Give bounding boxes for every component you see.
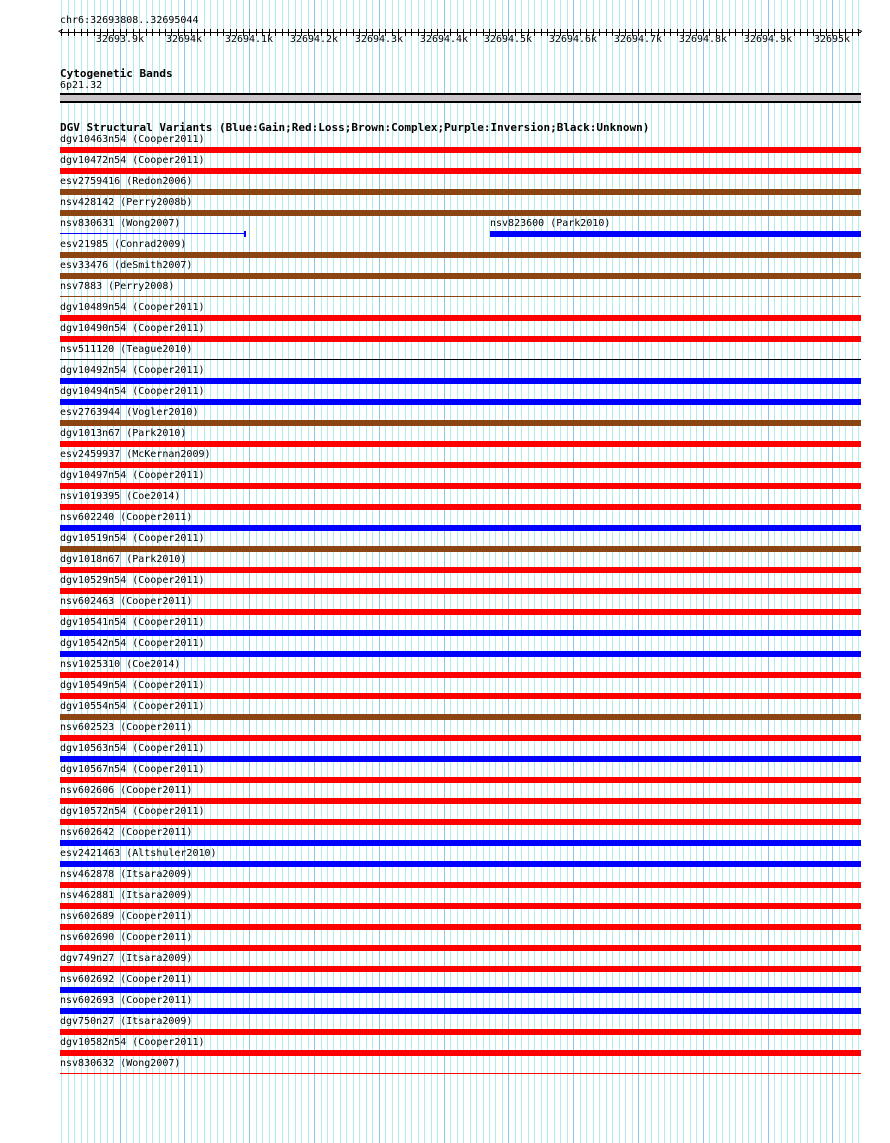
feature-label[interactable]: nsv462878 (Itsara2009): [60, 869, 193, 880]
ruler-tick: [729, 29, 730, 36]
ruler-tick: [470, 29, 471, 36]
feature-loss-bar[interactable]: [60, 672, 861, 678]
feature-loss-bar[interactable]: [60, 903, 861, 909]
feature-gain-bar[interactable]: [60, 861, 861, 867]
ruler-tick: [74, 29, 75, 36]
feature-label[interactable]: nsv1025310 (Coe2014): [60, 659, 181, 670]
feature-loss-bar[interactable]: [60, 609, 861, 615]
ruler-tick: [217, 29, 218, 36]
feature-complex-bar[interactable]: [60, 296, 861, 297]
feature-label[interactable]: nsv602690 (Cooper2011): [60, 932, 193, 943]
ruler-tick: [547, 29, 548, 36]
feature-gain-bar[interactable]: [60, 987, 861, 993]
feature-gain-bar[interactable]: [490, 231, 861, 237]
feature-gain-bar[interactable]: [60, 378, 861, 384]
ruler-tick-label: 32694.8k: [678, 34, 728, 45]
feature-label[interactable]: dgv10492n54 (Cooper2011): [60, 365, 205, 376]
ruler-tick: [800, 29, 801, 36]
feature-loss-bar[interactable]: [60, 777, 861, 783]
ruler-tick: [87, 29, 88, 36]
feature-label[interactable]: dgv1018n67 (Park2010): [60, 554, 187, 565]
feature-label[interactable]: dgv10572n54 (Cooper2011): [60, 806, 205, 817]
feature-label[interactable]: esv2459937 (McKernan2009): [60, 449, 211, 460]
feature-loss-bar[interactable]: [60, 567, 861, 573]
feature-label[interactable]: dgv10494n54 (Cooper2011): [60, 386, 205, 397]
feature-label[interactable]: dgv10472n54 (Cooper2011): [60, 155, 205, 166]
ruler-tick-label: 32694.4k: [419, 34, 469, 45]
cytogenetic-track-title: Cytogenetic Bands: [60, 67, 173, 80]
feature-label[interactable]: nsv428142 (Perry2008b): [60, 197, 193, 208]
feature-label[interactable]: nsv602693 (Cooper2011): [60, 995, 193, 1006]
feature-gain-bar[interactable]: [60, 399, 861, 405]
feature-label[interactable]: dgv10541n54 (Cooper2011): [60, 617, 205, 628]
feature-label[interactable]: nsv511120 (Teague2010): [60, 344, 193, 355]
feature-label[interactable]: dgv10563n54 (Cooper2011): [60, 743, 205, 754]
feature-label[interactable]: nsv602606 (Cooper2011): [60, 785, 193, 796]
feature-loss-bar[interactable]: [60, 588, 861, 594]
feature-label[interactable]: nsv462881 (Itsara2009): [60, 890, 193, 901]
feature-label[interactable]: dgv10497n54 (Cooper2011): [60, 470, 205, 481]
feature-loss-bar[interactable]: [60, 147, 861, 153]
feature-loss-bar[interactable]: [60, 504, 861, 510]
ruler-tick: [742, 29, 743, 36]
feature-label[interactable]: nsv602463 (Cooper2011): [60, 596, 193, 607]
feature-label[interactable]: dgv10529n54 (Cooper2011): [60, 575, 205, 586]
feature-loss-bar[interactable]: [60, 441, 861, 447]
ruler-tick: [146, 29, 147, 36]
ruler-tick: [81, 29, 82, 36]
feature-complex-bar[interactable]: [60, 273, 861, 279]
feature-gain-bar[interactable]: [60, 651, 861, 657]
ruler-tick: [411, 29, 412, 36]
feature-loss-bar[interactable]: [60, 1029, 861, 1035]
ruler-tick: [852, 29, 853, 36]
ruler-tick: [476, 29, 477, 36]
feature-label[interactable]: nsv830631 (Wong2007): [60, 218, 181, 229]
dgv-track-title: DGV Structural Variants (Blue:Gain;Red:Loss;Brown:Complex;Purple:Inversion;Black:Unknown): [60, 121, 650, 134]
feature-loss-bar[interactable]: [60, 315, 861, 321]
feature-loss-bar[interactable]: [60, 336, 861, 342]
feature-label[interactable]: dgv10554n54 (Cooper2011): [60, 701, 205, 712]
ruler-tick-label: 32694.6k: [548, 34, 598, 45]
ruler-tick: [159, 29, 160, 36]
feature-loss-bar[interactable]: [60, 483, 861, 489]
ruler-tick: [664, 29, 665, 36]
feature-label[interactable]: dgv10582n54 (Cooper2011): [60, 1037, 205, 1048]
ruler-tick-label: 32694k: [165, 34, 203, 45]
ruler-tick-label: 32694.9k: [743, 34, 793, 45]
cytogenetic-band-label: 6p21.32: [60, 80, 103, 91]
feature-gain-bar[interactable]: [60, 630, 861, 636]
ruler-tick-label: 32694.2k: [289, 34, 339, 45]
feature-label[interactable]: dgv749n27 (Itsara2009): [60, 953, 193, 964]
ruler-tick: [340, 29, 341, 36]
feature-loss-bar[interactable]: [60, 735, 861, 741]
feature-label[interactable]: nsv7883 (Perry2008): [60, 281, 175, 292]
ruler-tick: [606, 29, 607, 36]
ruler-tick: [807, 29, 808, 36]
ruler-tick: [68, 29, 69, 36]
ruler-tick-label: 32694.7k: [613, 34, 663, 45]
feature-label[interactable]: nsv602692 (Cooper2011): [60, 974, 193, 985]
ruler-tick: [282, 29, 283, 36]
feature-complex-bar[interactable]: [60, 420, 861, 426]
feature-label[interactable]: dgv10489n54 (Cooper2011): [60, 302, 205, 313]
feature-loss-bar[interactable]: [60, 798, 861, 804]
feature-loss-bar[interactable]: [60, 1050, 861, 1056]
cytogenetic-band[interactable]: [60, 93, 861, 103]
feature-label[interactable]: dgv750n27 (Itsara2009): [60, 1016, 193, 1027]
ruler-tick: [288, 29, 289, 36]
ruler-tick-label: 32694.5k: [483, 34, 533, 45]
ruler-tick: [204, 29, 205, 36]
ruler-axis: [60, 32, 861, 33]
ruler-tick: [346, 29, 347, 36]
ruler-tick-label: 32695k: [813, 34, 851, 45]
feature-loss-bar[interactable]: [60, 693, 861, 699]
feature-label[interactable]: nsv823600 (Park2010): [490, 218, 611, 229]
feature-loss-bar[interactable]: [60, 819, 861, 825]
ruler-tick-label: 32693.9k: [95, 34, 145, 45]
feature-complex-bar[interactable]: [60, 714, 861, 720]
feature-label[interactable]: nsv602689 (Cooper2011): [60, 911, 193, 922]
feature-gain-bar[interactable]: [60, 1008, 861, 1014]
ruler-tick: [94, 29, 95, 36]
feature-loss-bar[interactable]: [60, 924, 861, 930]
ruler-tick: [670, 29, 671, 36]
ruler-tick: [534, 29, 535, 36]
feature-complex-bar[interactable]: [60, 189, 861, 195]
ruler-tick: [794, 29, 795, 36]
feature-gain-bar[interactable]: [60, 525, 861, 531]
feature-label[interactable]: dgv10463n54 (Cooper2011): [60, 134, 205, 145]
feature-loss-bar[interactable]: [60, 882, 861, 888]
feature-label[interactable]: dgv10490n54 (Cooper2011): [60, 323, 205, 334]
feature-loss-bar[interactable]: [60, 462, 861, 468]
feature-label[interactable]: esv2421463 (Altshuler2010): [60, 848, 217, 859]
feature-loss-bar[interactable]: [60, 168, 861, 174]
feature-label[interactable]: dgv10519n54 (Cooper2011): [60, 533, 205, 544]
feature-label[interactable]: esv2759416 (Redon2006): [60, 176, 193, 187]
ruler-tick: [541, 29, 542, 36]
feature-label[interactable]: dgv10549n54 (Cooper2011): [60, 680, 205, 691]
ruler-tick: [210, 29, 211, 36]
ruler-tick: [418, 29, 419, 36]
ruler-right-arrow-icon[interactable]: >: [857, 27, 863, 37]
ruler-tick: [223, 29, 224, 36]
feature-label[interactable]: nsv1019395 (Coe2014): [60, 491, 181, 502]
feature-label[interactable]: dgv10567n54 (Cooper2011): [60, 764, 205, 775]
feature-gain-bar[interactable]: [60, 840, 861, 846]
ruler-tick: [275, 29, 276, 36]
ruler-tick: [405, 29, 406, 36]
feature-gain-bar[interactable]: [60, 233, 245, 234]
ruler-left-arrow-icon[interactable]: <: [58, 27, 64, 37]
feature-end-marker: [244, 231, 246, 237]
feature-label[interactable]: nsv830632 (Wong2007): [60, 1058, 181, 1069]
feature-complex-bar[interactable]: [60, 546, 861, 552]
feature-loss-bar[interactable]: [60, 1073, 861, 1074]
feature-label[interactable]: dgv1013n67 (Park2010): [60, 428, 187, 439]
ruler-tick: [353, 29, 354, 36]
feature-label[interactable]: nsv602240 (Cooper2011): [60, 512, 193, 523]
feature-label[interactable]: nsv602523 (Cooper2011): [60, 722, 193, 733]
ruler-tick: [677, 29, 678, 36]
feature-loss-bar[interactable]: [60, 966, 861, 972]
ruler-tick: [599, 29, 600, 36]
ruler-tick-label: 32694.3k: [354, 34, 404, 45]
feature-label[interactable]: esv33476 (deSmith2007): [60, 260, 193, 271]
feature-unknown-bar[interactable]: [60, 359, 861, 360]
feature-complex-bar[interactable]: [60, 252, 861, 258]
ruler-tick: [735, 29, 736, 36]
feature-label[interactable]: nsv602642 (Cooper2011): [60, 827, 193, 838]
feature-complex-bar[interactable]: [60, 210, 861, 216]
ruler-tick-label: 32694.1k: [224, 34, 274, 45]
feature-label[interactable]: esv2763944 (Vogler2010): [60, 407, 199, 418]
feature-loss-bar[interactable]: [60, 945, 861, 951]
feature-label[interactable]: esv21985 (Conrad2009): [60, 239, 187, 250]
ruler-tick: [612, 29, 613, 36]
feature-label[interactable]: dgv10542n54 (Cooper2011): [60, 638, 205, 649]
feature-gain-bar[interactable]: [60, 756, 861, 762]
ruler-tick: [152, 29, 153, 36]
location-label: chr6:32693808..32695044: [60, 15, 199, 26]
